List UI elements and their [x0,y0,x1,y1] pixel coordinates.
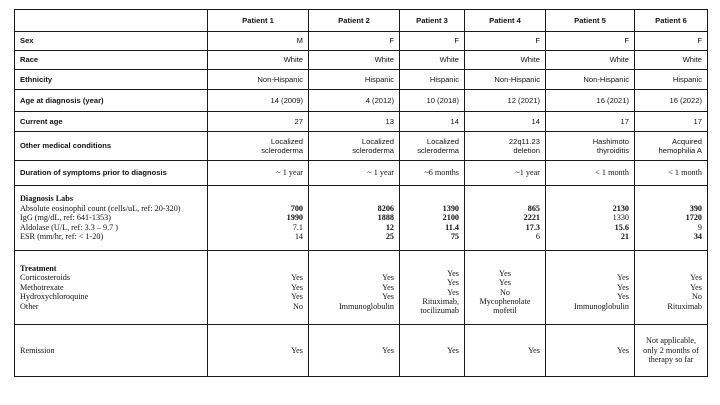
duration-value: ~ 1 year [208,161,309,186]
conditions-value [635,132,708,161]
condition-line: Localized [426,136,459,146]
lab-value: 8206 [377,203,394,213]
treatment-spacer [405,259,459,268]
treatment-value: Yes [447,278,459,288]
race-value: White [635,51,708,70]
current_age-value: 27 [208,112,309,132]
ethnicity-value: Hispanic [635,70,708,90]
condition-line: scleroderma [417,146,459,155]
row-age_dx [15,90,708,112]
remission-value [309,325,400,377]
remission-value [208,325,309,377]
sex-value: F [546,32,635,51]
labs-spacer [405,194,459,203]
treatment-value: Yes [382,282,394,292]
header-patient-1: Patient 1 [208,10,309,32]
ethnicity-value: Non-Hispanic [465,70,546,90]
treatment-value: Immunoglobulin [573,301,629,311]
age_dx-value: 16 (2022) [635,90,708,112]
labs-values-patient-2 [309,186,400,251]
row-label-ethnicity: Ethnicity [15,70,208,90]
conditions-value [309,132,400,161]
conditions-value [400,132,465,161]
labs-values-patient-1 [208,186,309,251]
remission-line: Yes [617,345,629,355]
row-label-duration: Duration of symptoms prior to diagnosis [15,161,208,186]
condition-line: Localized [361,136,394,146]
lab-value: 9 [697,222,702,232]
treatment-spacer [551,264,629,273]
current_age-value: 14 [465,112,546,132]
lab-value: 12 [385,222,394,232]
treatment-label: Other [20,301,39,311]
duration-value: ~6 months [400,161,465,186]
race-value: White [400,51,465,70]
remission-line: Yes [528,345,540,355]
treatment-value: No [499,287,510,297]
ethnicity-value: Hispanic [309,70,400,90]
treatment-labels [15,251,208,325]
lab-value: 7.1 [292,222,303,232]
treatment-value: Yes [617,282,629,292]
labs-spacer [314,194,394,203]
condition-line: thyroiditis [596,146,629,155]
labs-spacer [470,194,540,203]
treatment-values-patient-6 [635,251,708,325]
treatment-value: Immunoglobulin [338,301,394,311]
treatment-spacer [213,264,303,273]
labs-spacer [640,194,702,203]
condition-line: 22q11.23 [508,136,540,146]
sex-value: F [400,32,465,51]
treatment-value: Yes [617,292,629,302]
lab-value: 1390 [442,203,459,213]
labs-values-patient-3 [400,186,465,251]
treatment-values-patient-5 [546,251,635,325]
condition-line: scleroderma [352,146,394,155]
duration-value: ~ 1 year [309,161,400,186]
treatment-value: Yes [291,273,303,283]
lab-label: Aldolase (U/L, ref: 3.3 – 9.7 ) [20,222,118,232]
labs-values-patient-5 [546,186,635,251]
treatment-values-patient-3 [400,251,465,325]
lab-value: 2100 [442,213,459,223]
remission-line: Not applicable, [645,336,697,346]
remission-value [400,325,465,377]
lab-label: IgG (mg/dL, ref: 641-1353) [20,213,111,223]
lab-label: Absolute eosinophil count (cells/uL, ref: 20-320) [20,203,181,213]
remission-line: Yes [291,345,303,355]
treatment-label: Methotrexate [20,282,64,292]
conditions-value [465,132,546,161]
treatment-value: Yes [382,273,394,283]
row-treatment [15,251,708,325]
treatment-value: Yes [690,282,702,292]
row-current_age [15,112,708,132]
race-value: White [309,51,400,70]
lab-value: 700 [290,203,303,213]
remission-value [635,325,708,377]
race-value: White [465,51,546,70]
lab-value: 2221 [523,213,540,223]
treatment-value: tocilizumab [420,306,459,316]
age_dx-value: 14 (2009) [208,90,309,112]
labs-values-patient-6 [635,186,708,251]
conditions-value [208,132,309,161]
row-race [15,51,708,70]
treatment-values-patient-1 [208,251,309,325]
row-label-remission: Remission [15,325,208,377]
treatment-spacer [640,264,702,273]
lab-value: 1888 [377,213,394,223]
row-label-race: Race [15,51,208,70]
ethnicity-value: Non-Hispanic [208,70,309,90]
lab-value: 34 [693,232,702,242]
current_age-value: 13 [309,112,400,132]
row-duration [15,161,708,186]
row-remission [15,325,708,377]
labs-spacer [213,194,303,203]
remission-value [465,325,546,377]
treatment-label: Hydroxychloroquine [20,292,89,302]
remission-line: therapy so far [648,355,694,365]
row-label-current_age: Current age [15,112,208,132]
treatment-spacer [314,264,394,273]
header-patient-2: Patient 2 [309,10,400,32]
remission-value [546,325,635,377]
condition-line: deletion [513,146,540,155]
treatment-value: No [691,292,702,302]
row-sex [15,32,708,51]
remission-line: Yes [447,345,459,355]
sex-value: F [465,32,546,51]
treatment-value: Yes [291,292,303,302]
treatment-value: Yes [617,273,629,283]
header-corner [15,10,208,32]
header-patient-5: Patient 5 [546,10,635,32]
sex-value: M [208,32,309,51]
header-row [15,10,708,32]
lab-value: 15.6 [614,222,629,232]
treatment-value: Yes [499,278,511,288]
header-patient-4: Patient 4 [465,10,546,32]
age_dx-value: 4 (2012) [309,90,400,112]
remission-line: Yes [382,345,394,355]
treatment-spacer [470,259,540,268]
age_dx-value: 10 (2018) [400,90,465,112]
row-conditions [15,132,708,161]
lab-value: 25 [385,232,394,242]
age_dx-value: 16 (2021) [546,90,635,112]
treatment-value: Mycophenolate [479,296,531,306]
treatment-label: Corticosteroids [20,273,71,283]
treatment-value: No [292,301,303,311]
lab-value: 2130 [612,203,629,213]
condition-line: Localized [270,136,303,146]
treatment-value: Rituximab [667,301,702,311]
row-diagnosis-labs [15,186,708,251]
lab-value: 390 [689,203,702,213]
lab-value: 21 [620,232,629,242]
remission-line: only 2 months of [643,345,699,355]
row-label-conditions: Other medical conditions [15,132,208,161]
condition-line: scleroderma [261,146,303,155]
current_age-value: 14 [400,112,465,132]
condition-line: Hashimoto [592,136,629,146]
lab-label: ESR (mm/hr, ref: < 1-20) [20,232,104,242]
lab-value: 865 [527,203,540,213]
labs-values-patient-4 [465,186,546,251]
current_age-value: 17 [546,112,635,132]
ethnicity-value: Non-Hispanic [546,70,635,90]
header-patient-3: Patient 3 [400,10,465,32]
lab-value: 1720 [685,213,702,223]
lab-value: 1330 [612,213,629,223]
treatment-value: Yes [690,273,702,283]
row-label-sex: Sex [15,32,208,51]
current_age-value: 17 [635,112,708,132]
race-value: White [208,51,309,70]
treatment-values-patient-4 [465,251,546,325]
ethnicity-value: Hispanic [400,70,465,90]
condition-line: Acquired [672,136,702,146]
treatment-value: Yes [291,282,303,292]
treatment-values-patient-2 [309,251,400,325]
treatment-value: mofetil [493,306,517,316]
row-label-age_dx: Age at diagnosis (year) [15,90,208,112]
lab-value: 75 [450,232,459,242]
duration-value: < 1 month [546,161,635,186]
treatment-value: Yes [382,292,394,302]
sex-value: F [635,32,708,51]
treatment-value: Rituximab, [422,296,459,306]
labs-labels [15,186,208,251]
patient-characteristics-table [14,9,708,377]
lab-value: 1990 [286,213,303,223]
treatment-value: Yes [447,268,459,278]
race-value: White [546,51,635,70]
labs-spacer [551,194,629,203]
treatment-value: Yes [499,268,511,278]
treatment-title: Treatment [20,263,57,273]
duration-value: < 1 month [635,161,708,186]
conditions-value [546,132,635,161]
labs-title: Diagnosis Labs [20,194,74,204]
sex-value: F [309,32,400,51]
lab-value: 14 [294,232,303,242]
age_dx-value: 12 (2021) [465,90,546,112]
condition-line: hemophilia A [658,146,702,155]
duration-value: ~1 year [465,161,546,186]
treatment-value: Yes [447,287,459,297]
lab-value: 11.4 [445,222,459,232]
header-patient-6: Patient 6 [635,10,708,32]
lab-value: 6 [535,232,540,242]
lab-value: 17.3 [525,222,540,232]
row-ethnicity [15,70,708,90]
